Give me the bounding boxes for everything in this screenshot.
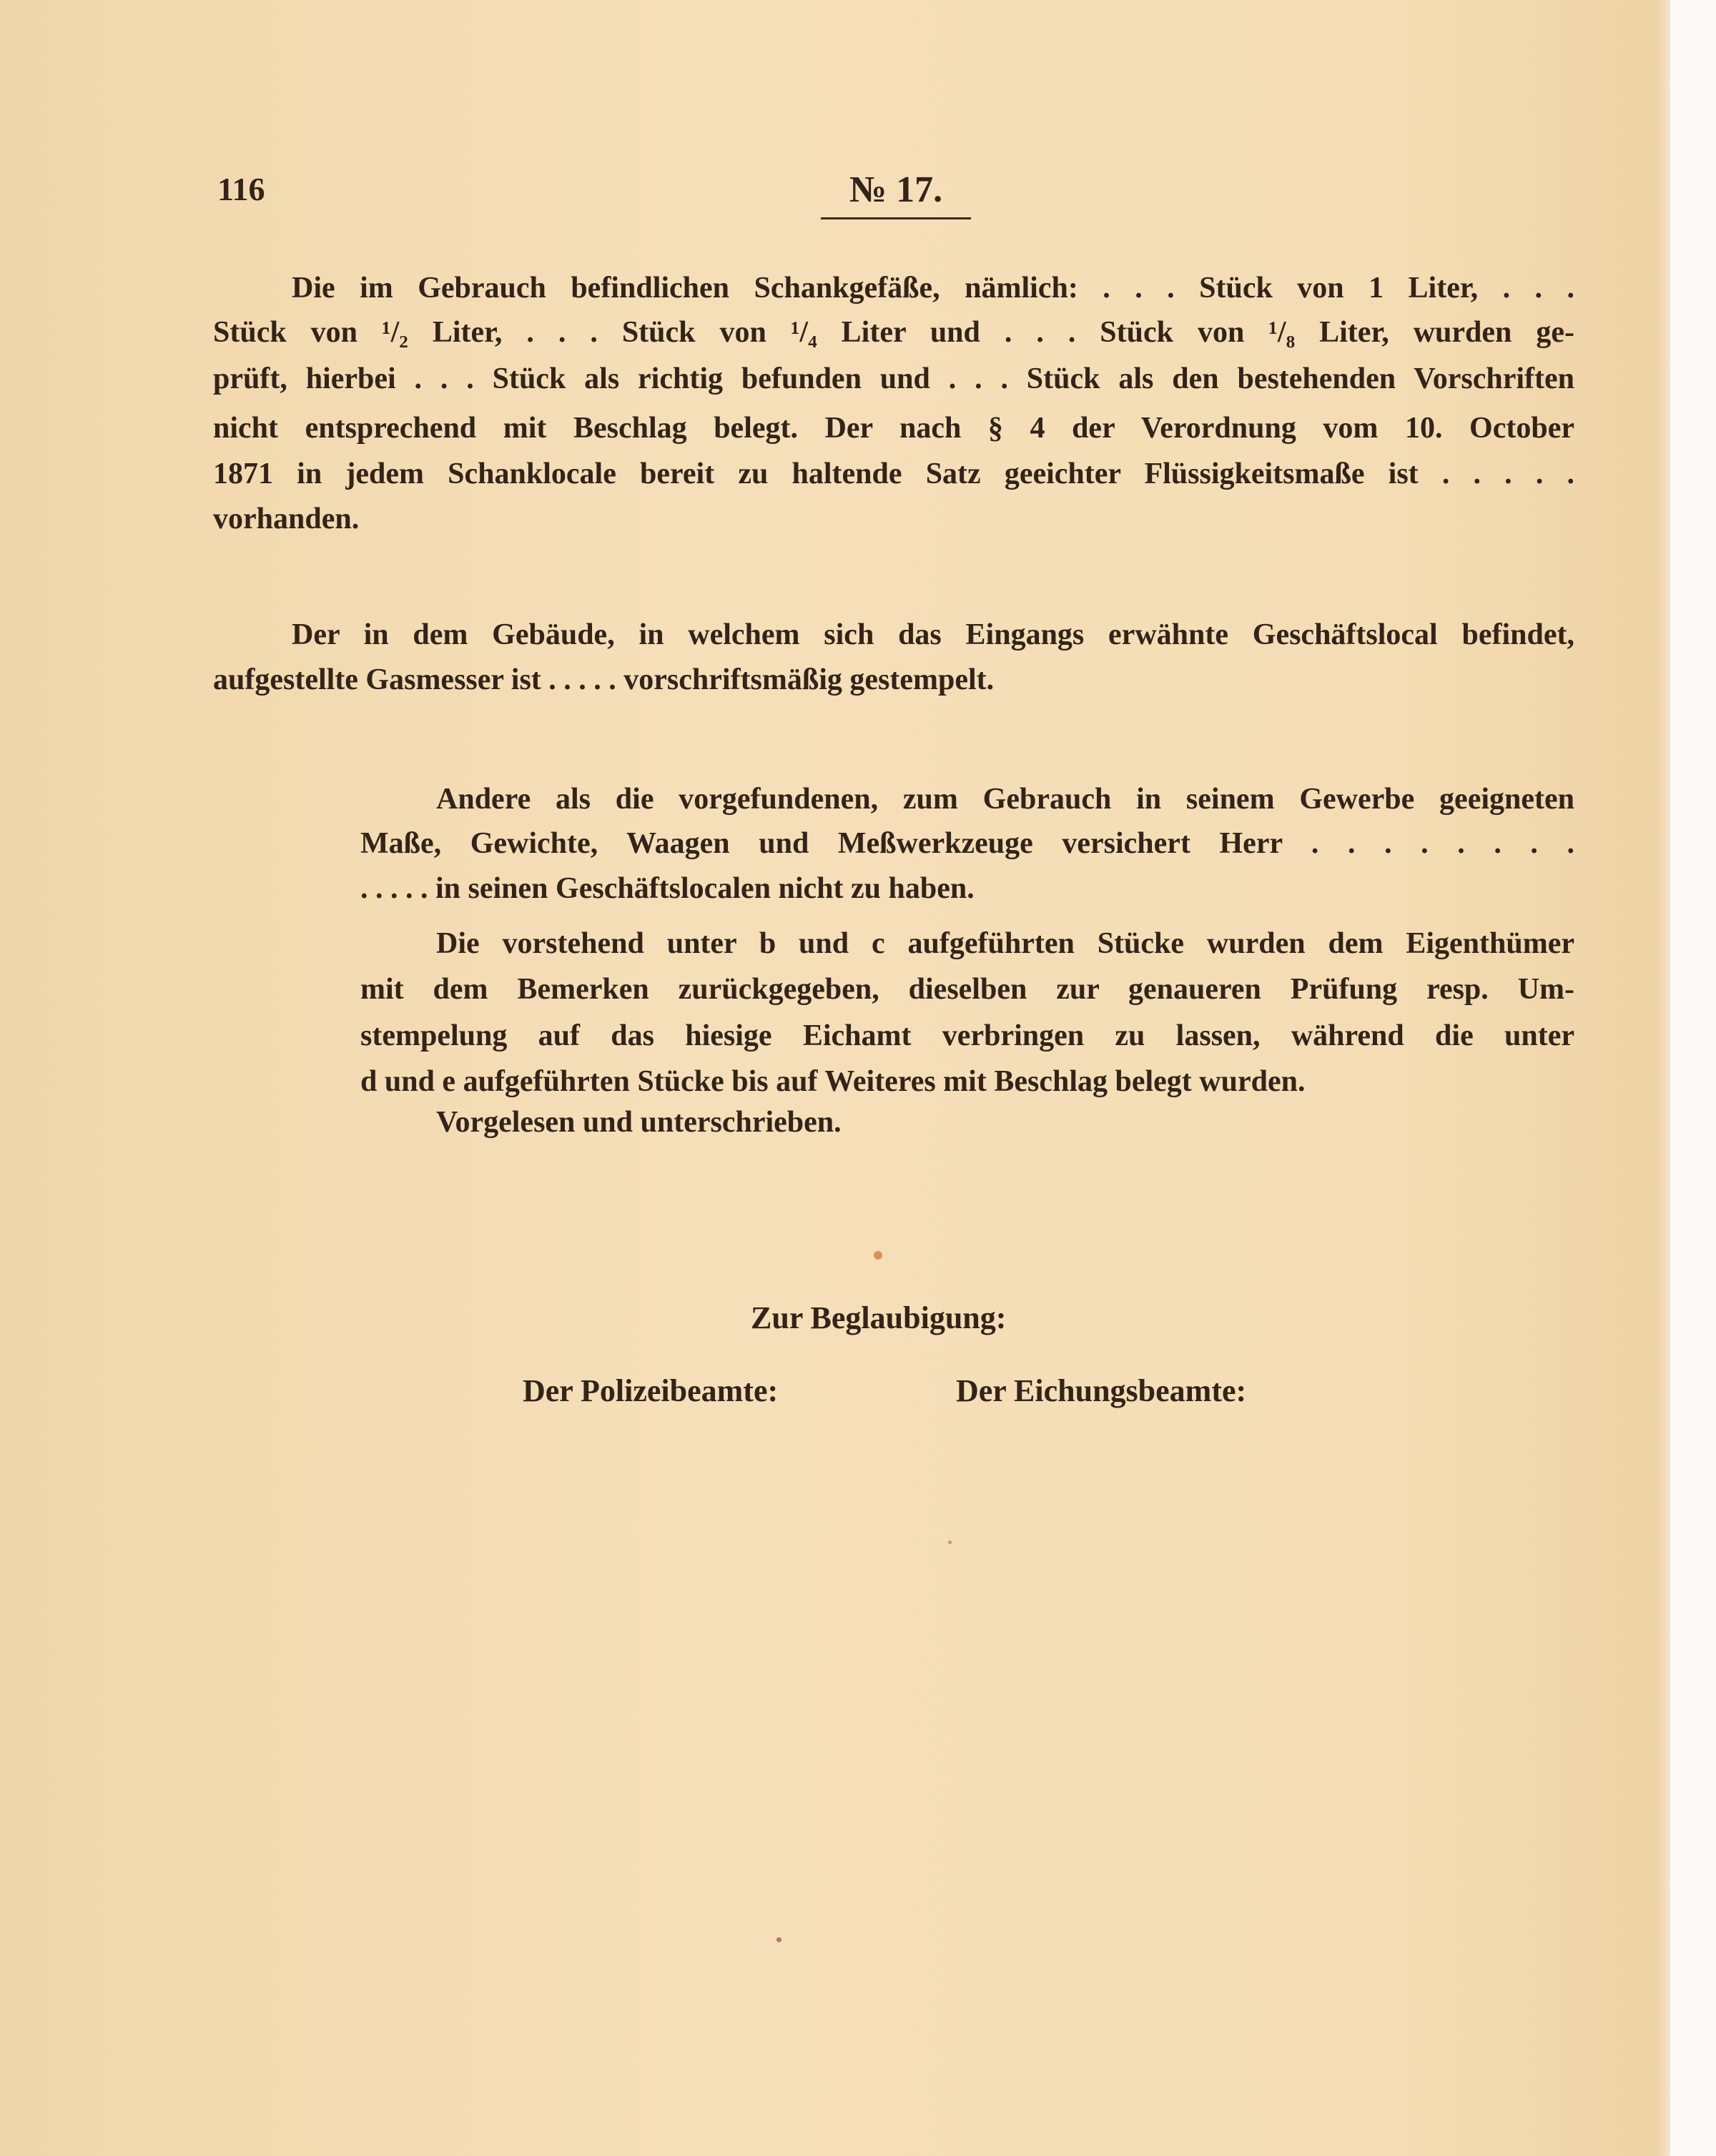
document-number: № 17.	[849, 169, 943, 210]
paragraph3-line: Andere als die vorgefundenen, zum Gebrauch in seinem Gewerbe geeigneten	[436, 783, 1574, 816]
paragraph1-line: vorhanden.	[213, 503, 360, 535]
signature-calibration: Der Eichungsbeamte:	[956, 1373, 1247, 1408]
paper-speck	[874, 1251, 882, 1260]
paragraph4-line: stempelung auf das hiesige Eichamt verbringen zu lassen, während die unter	[360, 1019, 1574, 1052]
heading-rule	[821, 217, 971, 219]
paper-speck	[776, 1937, 781, 1942]
paper-speck	[948, 1541, 952, 1544]
signature-police: Der Polizeibeamte:	[523, 1373, 779, 1408]
paragraph2-line: aufgestellte Gasmesser ist . . . . . vorschriftsmäßig gestempelt.	[213, 663, 995, 696]
paragraph1-line: prüft, hierbei . . . Stück als richtig befunden und . . . Stück als den bestehenden Vorschriften	[213, 362, 1574, 395]
paragraph2-line: Der in dem Gebäude, in welchem sich das Eingangs erwähnte Geschäftslocal befindet,	[292, 618, 1574, 651]
closing-line: Vorgelesen und unterschrieben.	[436, 1106, 842, 1139]
paragraph4-line: Die vorstehend unter b und c aufgeführten Stücke wurden dem Eigenthümer	[436, 927, 1574, 960]
paragraph4-line: d und e aufgeführten Stücke bis auf Weiteres mit Beschlag belegt wurden.	[360, 1065, 1306, 1098]
page-number: 116	[217, 171, 265, 207]
scan-margin	[1670, 0, 1716, 2156]
paragraph3-line: . . . . . in seinen Geschäftslocalen nicht zu haben.	[360, 872, 975, 905]
paragraph1-line: Die im Gebrauch befindlichen Schankgefäße, nämlich: . . . Stück von 1 Liter, . . .	[292, 272, 1574, 305]
paragraph1-line: nicht entsprechend mit Beschlag belegt. Der nach § 4 der Verordnung vom 10. October	[213, 412, 1574, 445]
paragraph1-line: Stück von ¹/₂ Liter, . . . Stück von ¹/₄ Liter und . . . Stück von ¹/₈ Liter, wurden ge-	[213, 316, 1574, 349]
paragraph1-line: 1871 in jedem Schanklocale bereit zu haltende Satz geeichter Flüssigkeitsmaße ist . . . . .	[213, 458, 1574, 490]
attestation-heading: Zur Beglaubigung:	[751, 1300, 1007, 1335]
paragraph4-line: mit dem Bemerken zurückgegeben, dieselben zur genaueren Prüfung resp. Um-	[360, 973, 1574, 1006]
paragraph3-line: Maße, Gewichte, Waagen und Meßwerkzeuge versichert Herr . . . . . . . .	[360, 827, 1574, 860]
